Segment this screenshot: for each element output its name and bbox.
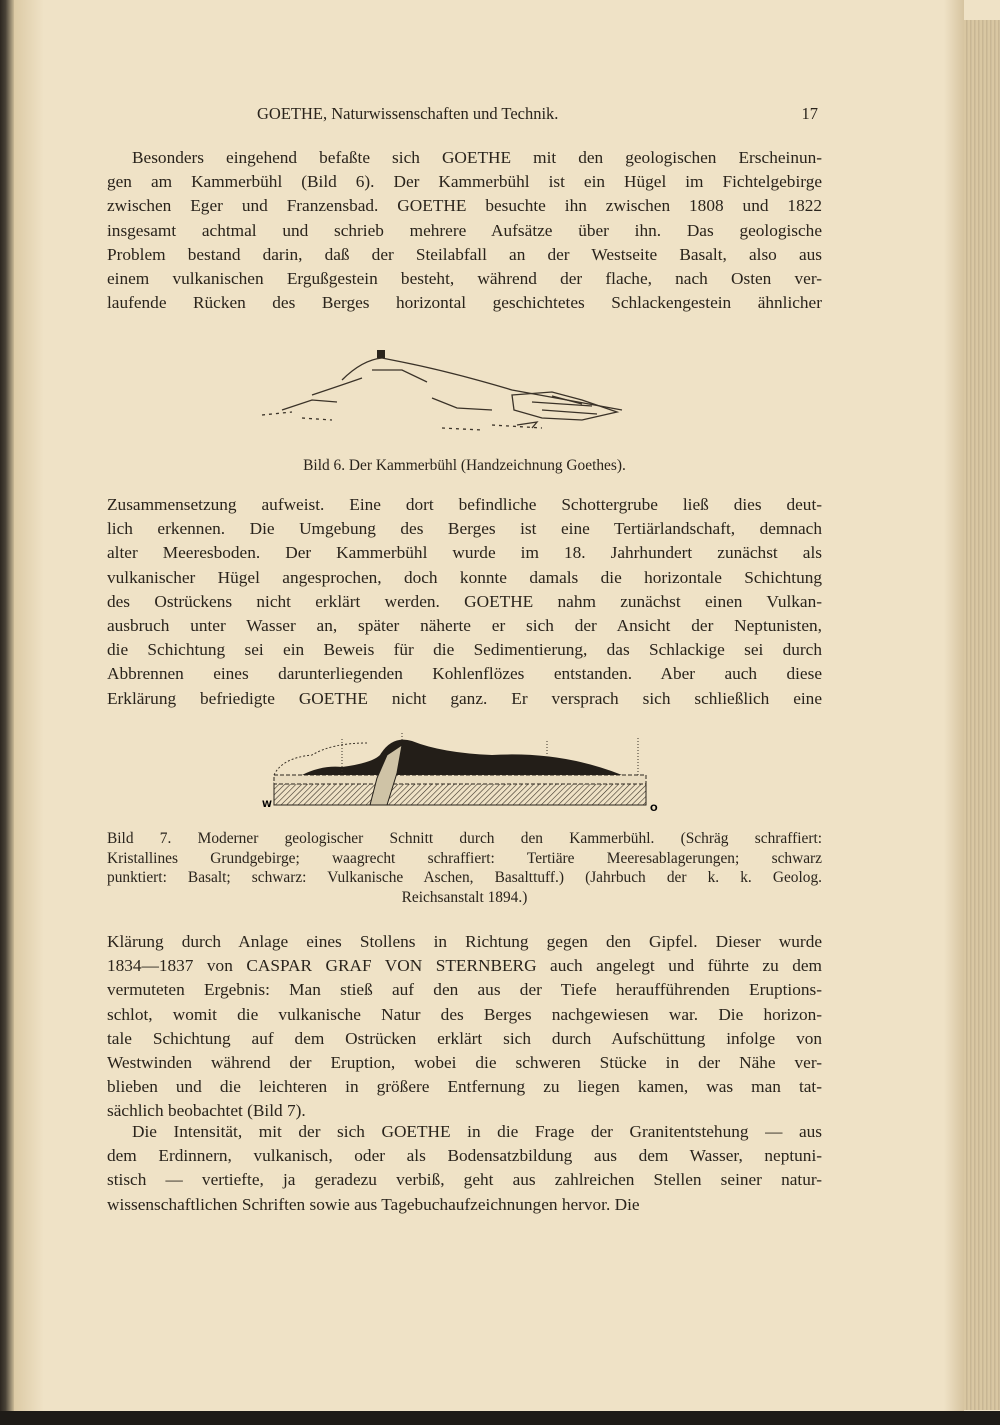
- text-line: dem Erdinnern, vulkanisch, oder als Bodensatzbildung aus dem Wasser, neptuni-: [107, 1146, 822, 1166]
- page-stack-edge: [964, 20, 1000, 1410]
- west-label: W: [262, 800, 272, 810]
- paragraph-2: [107, 493, 822, 711]
- text-line: des Ostrückens nicht erklärt werden. GOETHE nahm zunächst einen Vulkan-: [107, 591, 822, 611]
- text-line: Erklärung befriedigte GOETHE nicht ganz. Er versprach sich schließlich eine: [107, 688, 822, 708]
- text-line: gen am Kammerbühl (Bild 6). Der Kammerbühl ist ein Hügel im Fichtelgebirge: [107, 172, 822, 192]
- text-line: stisch — vertiefte, ja geradezu verbiß, geht aus zahlreichen Stellen seiner natur-: [107, 1170, 822, 1190]
- text-line: insgesamt achtmal und schrieb mehrere Aufsätze über ihn. Das geologische: [107, 220, 822, 240]
- paragraph-3: [107, 930, 822, 1124]
- text-line: ausbruch unter Wasser an, später näherte er sich der Ansicht der Neptunisten,: [107, 615, 822, 635]
- page-number: 17: [801, 104, 818, 123]
- text-line: vermuteten Ergebnis: Man stieß auf den aus der Tiefe heraufführenden Eruptions-: [107, 980, 822, 1000]
- paragraph-1: [107, 146, 822, 315]
- caption-line: Bild 7. Moderner geologischer Schnitt durch den Kammerbühl. (Schräg schraffiert:: [107, 830, 822, 847]
- figure-6-sketch: [252, 340, 672, 445]
- caption-line: punktiert: Basalt; schwarz: Vulkanische Aschen, Basalttuff.) (Jahrbuch der k. k. Geolog.: [107, 869, 822, 886]
- caption-line: Reichsanstalt 1894.): [401, 888, 528, 906]
- text-line: Klärung durch Anlage eines Stollens in Richtung gegen den Gipfel. Dieser wurde: [107, 932, 822, 951]
- text-line: schlot, womit die vulkanische Natur des Berges nachgewiesen war. Die horizon-: [107, 1004, 822, 1024]
- east-label: O: [650, 804, 658, 811]
- text-line: vulkanischer Hügel angesprochen, doch konnte damals die horizontale Schichtung: [107, 567, 822, 587]
- scan-border: [0, 1411, 1000, 1425]
- text-line: blieben und die leichteren in größere Entfernung zu liegen kamen, was man tat-: [107, 1077, 822, 1097]
- text-line: Die Intensität, mit der sich GOETHE in die Frage der Granitentstehung — aus: [132, 1122, 822, 1141]
- page-shadow: [944, 0, 964, 1425]
- book-spine-edge: [0, 0, 14, 1425]
- text-line: Zusammensetzung aufweist. Eine dort befindliche Schottergrube ließ dies deut-: [107, 495, 822, 514]
- text-line: 1834—1837 von CASPAR GRAF VON STERNBERG auch angelegt und führte zu dem: [107, 956, 822, 976]
- text-line: die Schichtung sei ein Beweis für die Sedimentierung, das Schlackige sei durch: [107, 640, 822, 660]
- text-line: alter Meeresboden. Der Kammerbühl wurde im 18. Jahrhundert zunächst als: [107, 543, 822, 563]
- text-line: Problem bestand darin, daß der Steilabfall an der Westseite Basalt, also aus: [107, 244, 822, 264]
- text-line: Abbrennen eines darunterliegenden Kohlenflözes entstanden. Aber auch diese: [107, 664, 822, 684]
- text-line: sächlich beobachtet (Bild 7).: [107, 1101, 306, 1121]
- caption-line: Kristallines Grundgebirge; waagrecht schraffiert: Tertiäre Meeresablagerungen; schwarz: [107, 849, 822, 867]
- text-line: wissenschaftlichen Schriften sowie aus Tagebuchaufzeichnungen hervor. Die: [107, 1194, 640, 1214]
- gutter-shadow: [14, 0, 44, 1425]
- running-title: GOETHE, Naturwissenschaften und Technik.: [257, 104, 559, 123]
- text-line: lich erkennen. Die Umgebung des Berges ist eine Tertiärlandschaft, demnach: [107, 519, 822, 539]
- figure-6-caption: [107, 456, 822, 476]
- figure-7-caption: [107, 829, 822, 907]
- figure-7-section: [262, 733, 662, 811]
- caption-line: Bild 6. Der Kammerbühl (Handzeichnung Goethes).: [303, 457, 626, 474]
- text-line: zwischen Eger und Franzensbad. GOETHE besuchte ihn zwischen 1808 und 1822: [107, 196, 822, 216]
- paragraph-4: [107, 1120, 822, 1217]
- text-line: Westwinden während der Eruption, wobei die schweren Stücke in der Nähe ver-: [107, 1052, 822, 1072]
- text-line: einem vulkanischen Ergußgestein besteht, während der flache, nach Osten ver-: [107, 268, 822, 288]
- text-line: tale Schichtung auf dem Ostrücken erklärt sich durch Aufschüttung infolge von: [107, 1028, 822, 1048]
- text-line: laufende Rücken des Berges horizontal geschichtetes Schlackengestein ähnlicher: [107, 293, 822, 313]
- text-line: Besonders eingehend befaßte sich GOETHE mit den geologischen Erscheinun-: [132, 148, 822, 167]
